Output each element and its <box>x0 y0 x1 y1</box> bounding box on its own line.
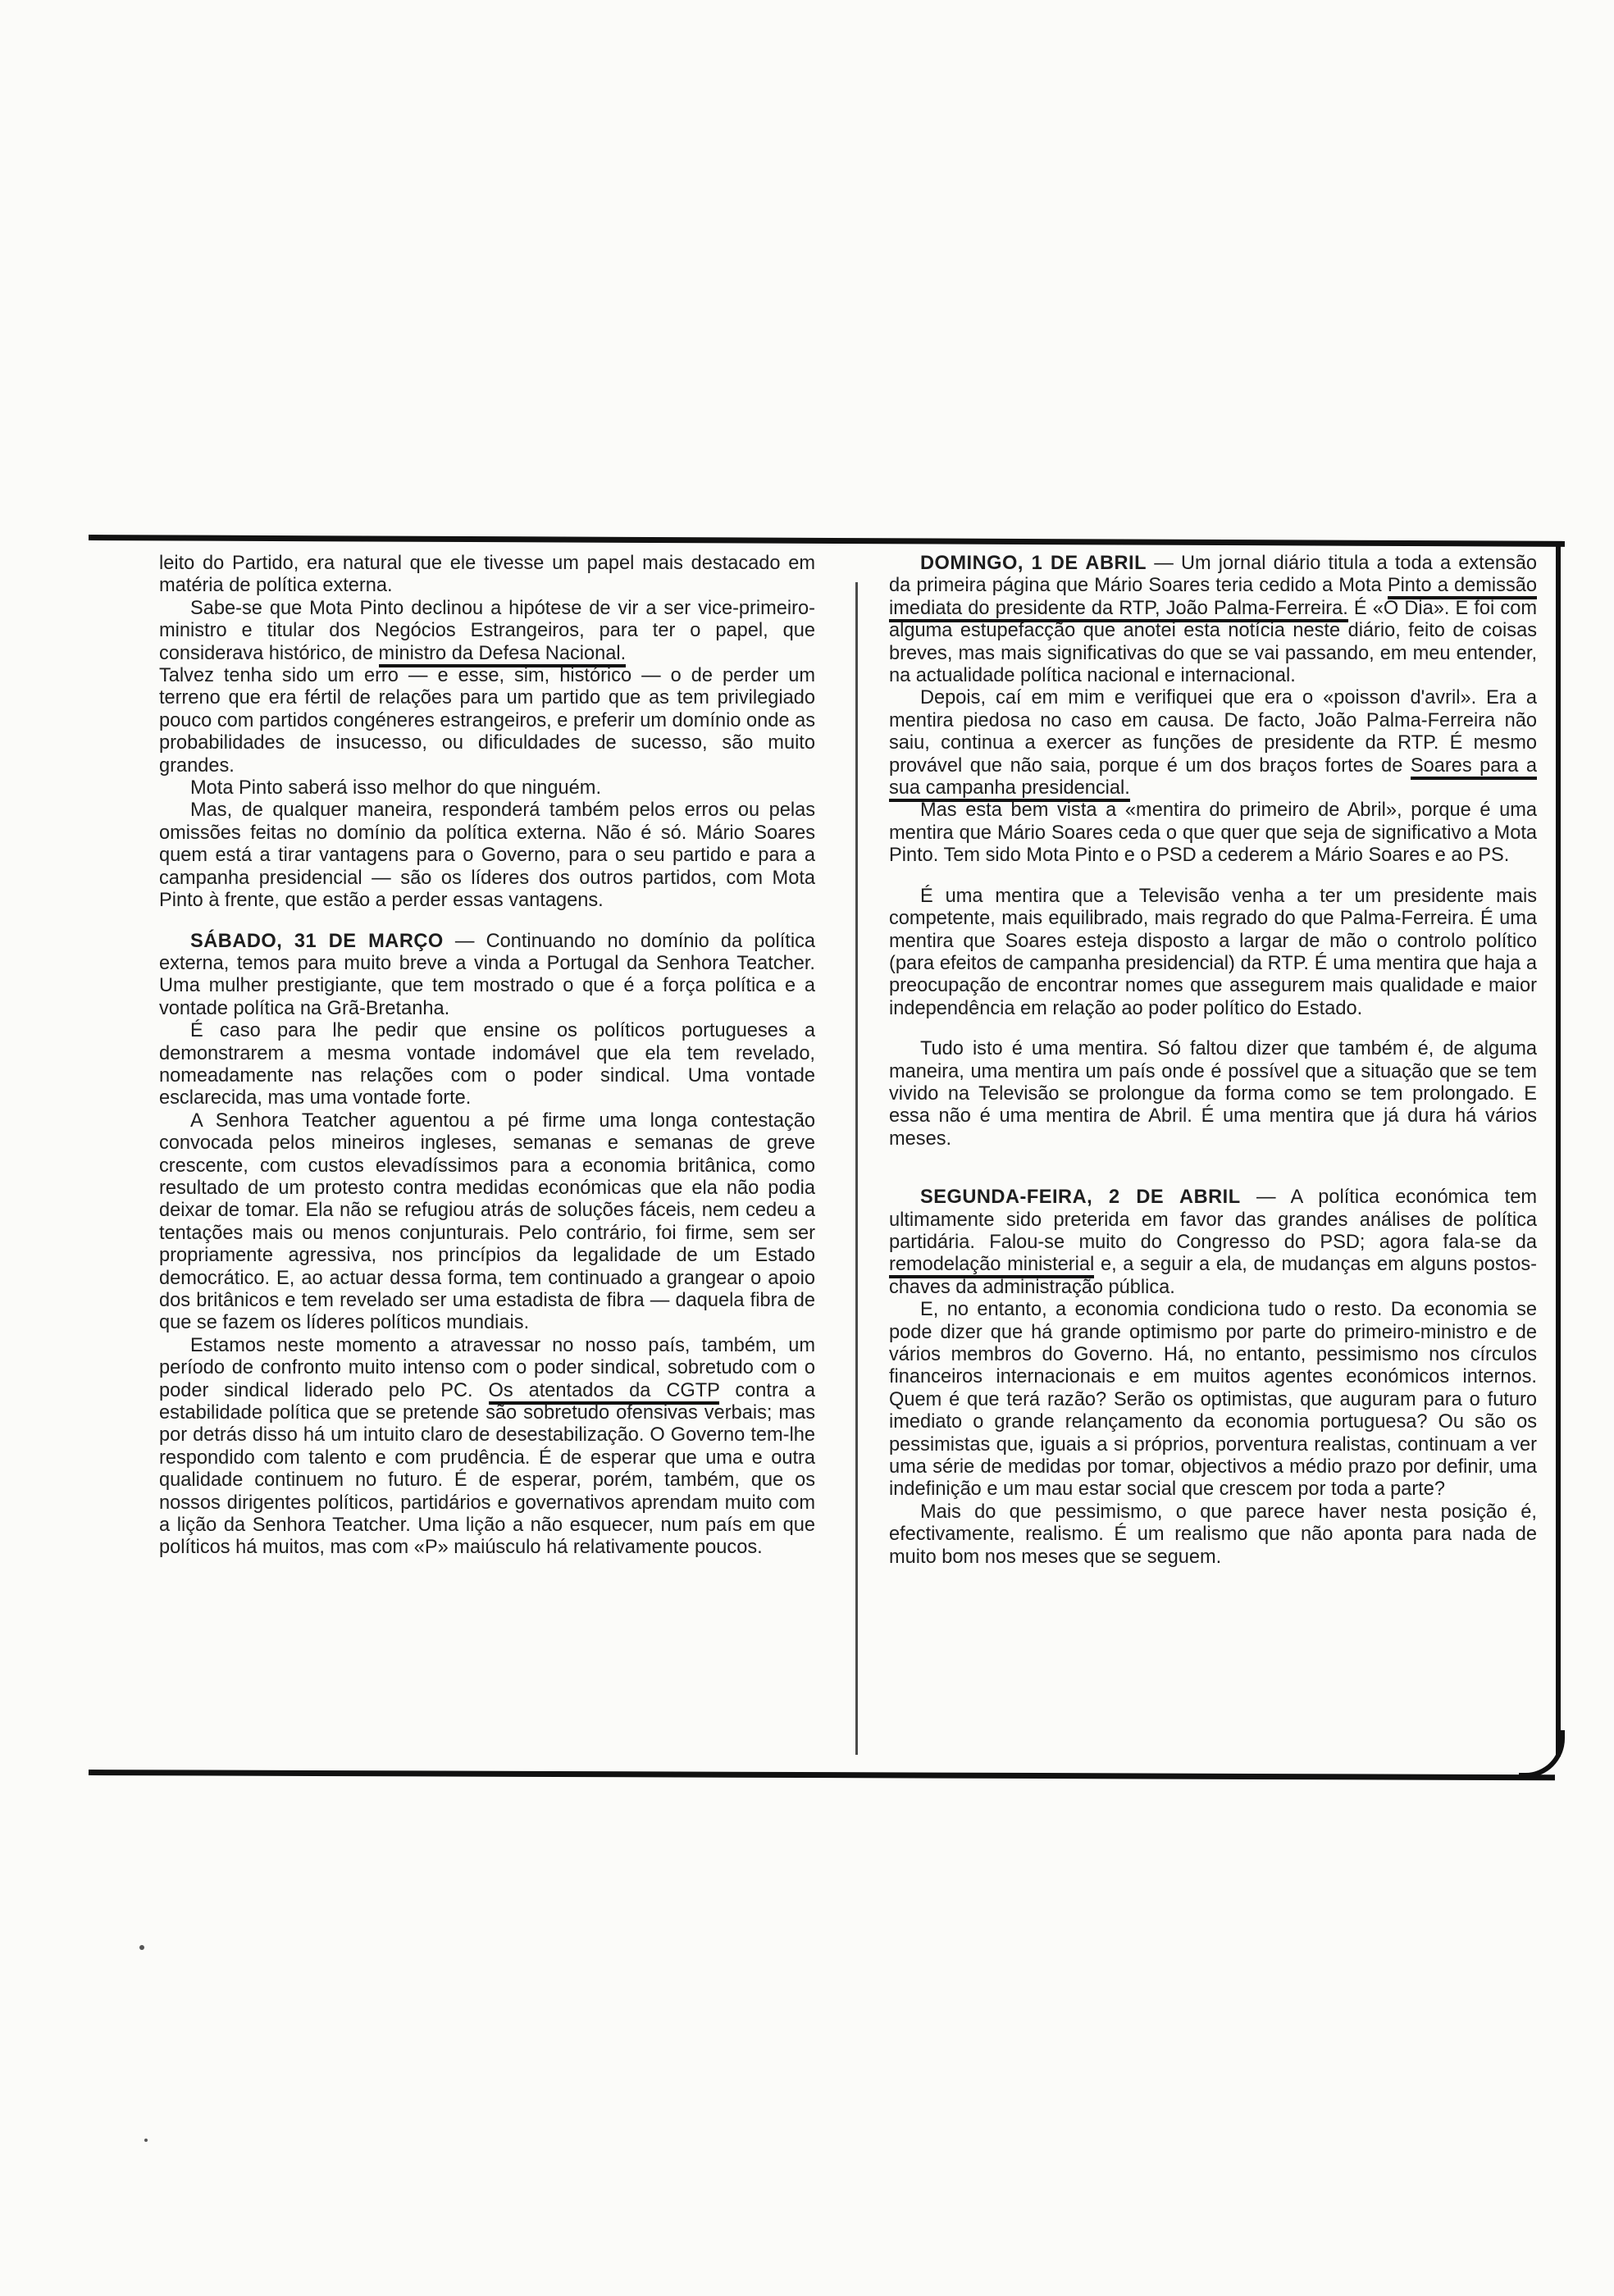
underlined-text: remodelação ministerial <box>889 1254 1094 1278</box>
section-domingo <box>889 553 1537 687</box>
paragraph: É uma mentira que a Televisão venha a ter um presidente mais competente, mais equilibrado, mais regrado do que Palma-Ferreira. É uma mentira que Soares esteja disposto a largar de mão o controlo político (para efeitos de campanha presidencial) da RTP. É uma mentira que haja a preocupação de encontrar nomes que assegurem mais qualidade e maior independência em relação ao poder político do Estado. <box>889 885 1537 1019</box>
top-rule <box>89 535 1565 547</box>
section-date: SEGUNDA-FEIRA, 2 DE ABRIL <box>920 1187 1241 1209</box>
scanned-clipping <box>89 535 1565 1789</box>
scan-speck <box>144 2139 148 2142</box>
right-rule <box>1556 541 1561 1756</box>
underlined-text: Soares para a sua campanha presidencial. <box>889 755 1537 802</box>
text-run: e, a seguir a ela, de mudanças em alguns postos-chaves da administração pública. <box>889 1254 1537 1298</box>
text-run: — Continuando no domínio da política externa, temos para muito breve a vinda a Portugal da Senhora Teatcher. Uma mulher prestigiante, que tem mostrado o que é a força política e a vontade política na Grã-Bretanha. <box>159 930 815 1019</box>
underlined-text: Os atentados da CGTP <box>489 1380 720 1405</box>
text-run: Estamos neste momento a atravessar no nosso país, também, um período de confronto muito intenso com o poder sindical, sobretudo com o poder sindical liderado pelo PC. <box>159 1334 815 1401</box>
section-sabado <box>159 931 815 1021</box>
corner-rule <box>1519 1730 1565 1778</box>
bottom-rule <box>89 1770 1555 1780</box>
text-run: Depois, caí em mim e verifiquei que era o «poisson d'avril». Era a mentira piedosa no caso em causa. De facto, João Palma-Ferreira não saiu, continua a exercer as funções de presidente da RTP. É mesmo provável que não saia, porque é um dos braços fortes de <box>889 687 1537 777</box>
text-run: Sabe-se que Mota Pinto declinou a hipótese de vir a ser vice-primeiro-ministro e titular dos Negócios Estrangeiros, para ter o papel, que considerava histórico, de <box>159 597 815 664</box>
text-run: contra a estabilidade política que se pretende são sobretudo ofensivas verbais; mas por detrás disso há um intuito claro de desestabilização. O Governo tem-lhe respondido com talento e com prudência. É de esperar que uma e outra qualidade continuem no futuro. É de esperar, porém, também, que os nossos dirigentes políticos, partidários e governativos aprendam muito com a lição da Senhora Teatcher. Uma lição a não esquecer, num país em que políticos há muitos, mas com «P» maiúsculo há relativamente poucos. <box>159 1379 815 1559</box>
underlined-text: ministro da Defesa Nacional. <box>379 643 627 667</box>
paragraph: Mais do que pessimismo, o que parece haver nesta posição é, efectivamente, realismo. É um realismo que não aponta para nada de muito bom nos meses que se seguem. <box>889 1501 1537 1568</box>
section-date: SÁBADO, 31 DE MARÇO <box>190 930 444 952</box>
section-segunda <box>889 1187 1537 1299</box>
paragraph: A Senhora Teatcher aguentou a pé firme uma longa contestação convocada pelos mineiros ingleses, semanas e semanas de greve crescente, com custos elevadíssimos para a economia britânica, como resultado de um protesto contra medidas económicas que ela não podia deixar de tomar. Ela não se refugiou atrás de soluções fáceis, nem cedeu a tentações mais ou menos conjunturais. Pelo contrário, foi firme, sem ser propriamente agressiva, nos princípios da legalidade de um Estado democrático. E, ao actuar dessa forma, tem continuado a grangear o apoio dos britânicos e tem revelado ser uma estadista de fibra — daquela fibra de que se fazem os líderes políticos mundiais. <box>159 1109 815 1334</box>
paragraph: Tudo isto é uma mentira. Só faltou dizer que também é, de alguma maneira, uma mentira um país onde é possível que a situação que se tem vivido na Televisão se prolongue da forma como se tem prolongado. E essa não é uma mentira de Abril. É uma mentira que já dura há vários meses. <box>889 1038 1537 1150</box>
paragraph: leito do Partido, era natural que ele tivesse um papel mais destacado em matéria de política externa. <box>159 553 815 597</box>
right-column <box>889 553 1537 1569</box>
scan-speck <box>139 1945 144 1950</box>
left-column <box>159 553 815 1560</box>
paragraph: Mas esta bem vista a «mentira do primeiro de Abril», porque é uma mentira que Mário Soares ceda o que quer que seja de significativo a Mota Pinto. Tem sido Mota Pinto e o PSD a cederem a Mário Soares e ao PS. <box>889 800 1537 867</box>
paragraph: É caso para lhe pedir que ensine os políticos portugueses a demonstrarem a mesma vontade indomável que ela tem revelado, nomeadamente nas relações com o poder sindical. Uma vontade esclarecida, mas uma vontade forte. <box>159 1020 815 1109</box>
underlined-text: Pinto a demissão imediata do presidente da RTP, João Palma-Ferreira. <box>889 575 1537 622</box>
paragraph: E, no entanto, a economia condiciona tudo o resto. Da economia se pode dizer que há grande optimismo por parte do primeiro-ministro e de vários membros do Governo. Há, no entanto, pessimismo nos círculos financeiros internacionais e em muitos agentes económicos internos. Quem é que terá razão? Serão os optimistas, que auguram para o futuro imediato o grande relançamento da economia portuguesa? Ou são os pessimistas que, iguais a si próprios, porventura realistas, continuam a ver uma série de medidas por tomar, objectivos a médio prazo por definir, uma indefinição e um mau estar social que crescem por toda a parte? <box>889 1299 1537 1501</box>
column-divider <box>855 582 858 1755</box>
paragraph <box>159 598 815 665</box>
text-run: É «O Dia». E foi com alguma estupefacção que anotei esta notícia neste diário, feito de coisas breves, mas mais significativas do que se vai passando, em meu entender, na actualidade política nacional e internacional. <box>889 597 1537 687</box>
paragraph: Talvez tenha sido um erro — e esse, sim, histórico — o de perder um terreno que era fértil de relações para um partido que as tem privilegiado pouco com partidos congéneres estrangeiros, e preferir um domínio onde as probabilidades de insucesso, ou dificuldades de sucesso, são muito grandes. <box>159 665 816 777</box>
paragraph: Mota Pinto saberá isso melhor do que ninguém. <box>190 777 601 800</box>
paragraph <box>889 687 1537 800</box>
paragraph: Mas, de qualquer maneira, responderá também pelos erros ou pelas omissões feitas no domínio da política externa. Não é só. Mário Soares quem está a tirar vantagens para o Governo, para o seu partido e para a campanha presidencial — são os líderes dos outros partidos, com Mota Pinto à frente, que estão a perder essas vantagens. <box>159 800 815 912</box>
text-run: — A política económica tem ultimamente sido preterida em favor das grandes análises de política partidária. Falou-se muito do Congresso do PSD; agora fala-se da <box>889 1187 1537 1253</box>
section-date: DOMINGO, 1 DE ABRIL <box>920 553 1147 574</box>
text-run: — Um jornal diário titula a toda a extensão da primeira página que Mário Soares teria cedido a Mota <box>889 553 1537 597</box>
paragraph <box>159 1335 815 1560</box>
